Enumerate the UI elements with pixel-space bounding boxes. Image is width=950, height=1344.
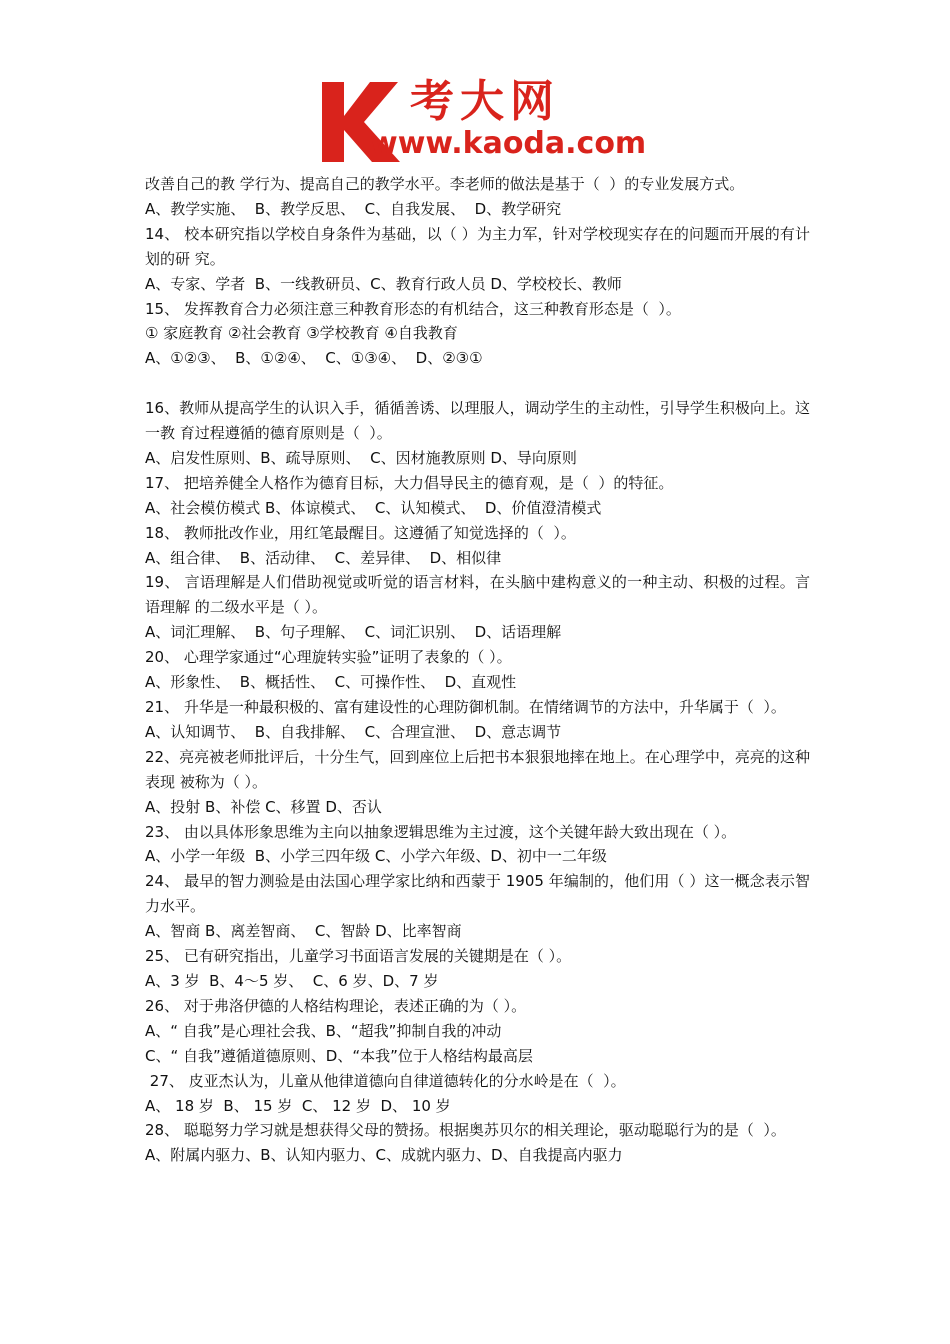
text-line: 14、 校本研究指以学校自身条件为基础，以（ ）为主力军，针对学校现实存在的问题而开展的有计划的研 究。 — [145, 224, 810, 268]
text-line: A、智商 B、离差智商、 C、智龄 D、比率智商 — [145, 922, 462, 941]
text-line: 24、 最早的智力测验是由法国心理学家比纳和西蒙于 1905 年编制的，他们用（ ）这一概念表示智力水平。 — [145, 872, 810, 916]
text-line: 18、 教师批改作业，用红笔最醒目。这遵循了知觉选择的（ ）。 — [145, 523, 576, 542]
text-line: A、认知调节、 B、自我排解、 C、合理宣泄、 D、意志调节 — [145, 722, 562, 741]
text-line: A、社会模仿模式 B、体谅模式、 C、认知模式、 D、价值澄清模式 — [145, 498, 602, 517]
text-line: 19、 言语理解是人们借助视觉或听觉的语言材料，在头脑中建构意义的一种主动、积极的过程。言语理解 的二级水平是（ ）。 — [145, 573, 810, 617]
text-line: 17、 把培养健全人格作为德育目标，大力倡导民主的德育观，是（ ）的特征。 — [145, 473, 674, 492]
text-line: A、教学实施、 B、教学反思、 C、自我发展、 D、教学研究 — [145, 199, 562, 218]
text-line: A、①②③、 B、①②④、 C、①③④、 D、②③① — [145, 349, 483, 368]
text-line: A、形象性、 B、概括性、 C、可操作性、 D、直观性 — [145, 673, 517, 692]
text-line: ① 家庭教育 ②社会教育 ③学校教育 ④自我教育 — [145, 324, 458, 343]
text-line: A、组合律、 B、活动律、 C、差异律、 D、相似律 — [145, 548, 502, 567]
text-line: A、词汇理解、 B、句子理解、 C、词汇识别、 D、话语理解 — [145, 623, 562, 642]
text-line: 15、 发挥教育合力必须注意三种教育形态的有机结合，这三种教育形态是（ ）。 — [145, 299, 681, 318]
text-line: 27、 皮亚杰认为，儿童从他律道德向自律道德转化的分水岭是在（ ）。 — [145, 1071, 626, 1090]
text-line: A、启发性原则、B、疏导原则、 C、因材施教原则 D、导向原则 — [145, 448, 577, 467]
text-line: 26、 对于弗洛伊德的人格结构理论，表述正确的为（ ）。 — [145, 996, 527, 1015]
text-line: A、附属内驱力、B、认知内驱力、C、成就内驱力、D、自我提高内驱力 — [145, 1146, 623, 1165]
text-line: 16、教师从提高学生的认识入手，循循善诱、以理服人，调动学生的主动性，引导学生积极向上。这一教 育过程遵循的德育原则是（ ）。 — [145, 399, 810, 443]
blank-line — [145, 371, 810, 396]
text-line: A、小学一年级 B、小学三四年级 C、小学六年级、D、初中一二年级 — [145, 847, 607, 866]
text-line: A、3 岁 B、4～5 岁、 C、6 岁、D、7 岁 — [145, 971, 439, 990]
question-text-body — [145, 172, 810, 1168]
logo-url-text: www.kaoda.com — [370, 126, 647, 161]
text-line: A、专家、学者 B、一线教研员、C、教育行政人员 D、学校校长、教师 — [145, 274, 622, 293]
text-line: A、 18 岁 B、 15 岁 C、 12 岁 D、 10 岁 — [145, 1096, 451, 1115]
text-line: 22、亮亮被老师批评后，十分生气，回到座位上后把书本狠狠地摔在地上。在心理学中，亮亮的这种表现 被称为（ ）。 — [145, 747, 810, 791]
text-line: C、“ 自我”遵循道德原则、D、“本我”位于人格结构最高层 — [145, 1046, 533, 1065]
text-line: 20、 心理学家通过“心理旋转实验”证明了表象的（ ）。 — [145, 648, 512, 667]
text-line: 23、 由以具体形象思维为主向以抽象逻辑思维为主过渡，这个关键年龄大致出现在（ ）。 — [145, 822, 737, 841]
text-line: 改善自己的教 学行为、提高自己的教学水平。李老师的做法是基于（ ）的专业发展方式。 — [145, 175, 745, 193]
kaoda-logo — [318, 76, 648, 166]
text-line: 25、 已有研究指出，儿童学习书面语言发展的关键期是在（ ）。 — [145, 947, 572, 966]
text-line: 21、 升华是一种最积极的、富有建设性的心理防御机制。在情绪调节的方法中，升华属于（ ）。 — [145, 698, 786, 717]
text-line: 28、 聪聪努力学习就是想获得父母的赞扬。根据奥苏贝尔的相关理论，驱动聪聪行为的是（ ）。 — [145, 1121, 786, 1140]
text-line: A、“ 自我”是心理社会我、B、“超我”抑制自我的冲动 — [145, 1021, 502, 1040]
text-line: A、投射 B、补偿 C、移置 D、否认 — [145, 797, 382, 816]
logo-brand-text: 考大网 — [410, 76, 560, 127]
